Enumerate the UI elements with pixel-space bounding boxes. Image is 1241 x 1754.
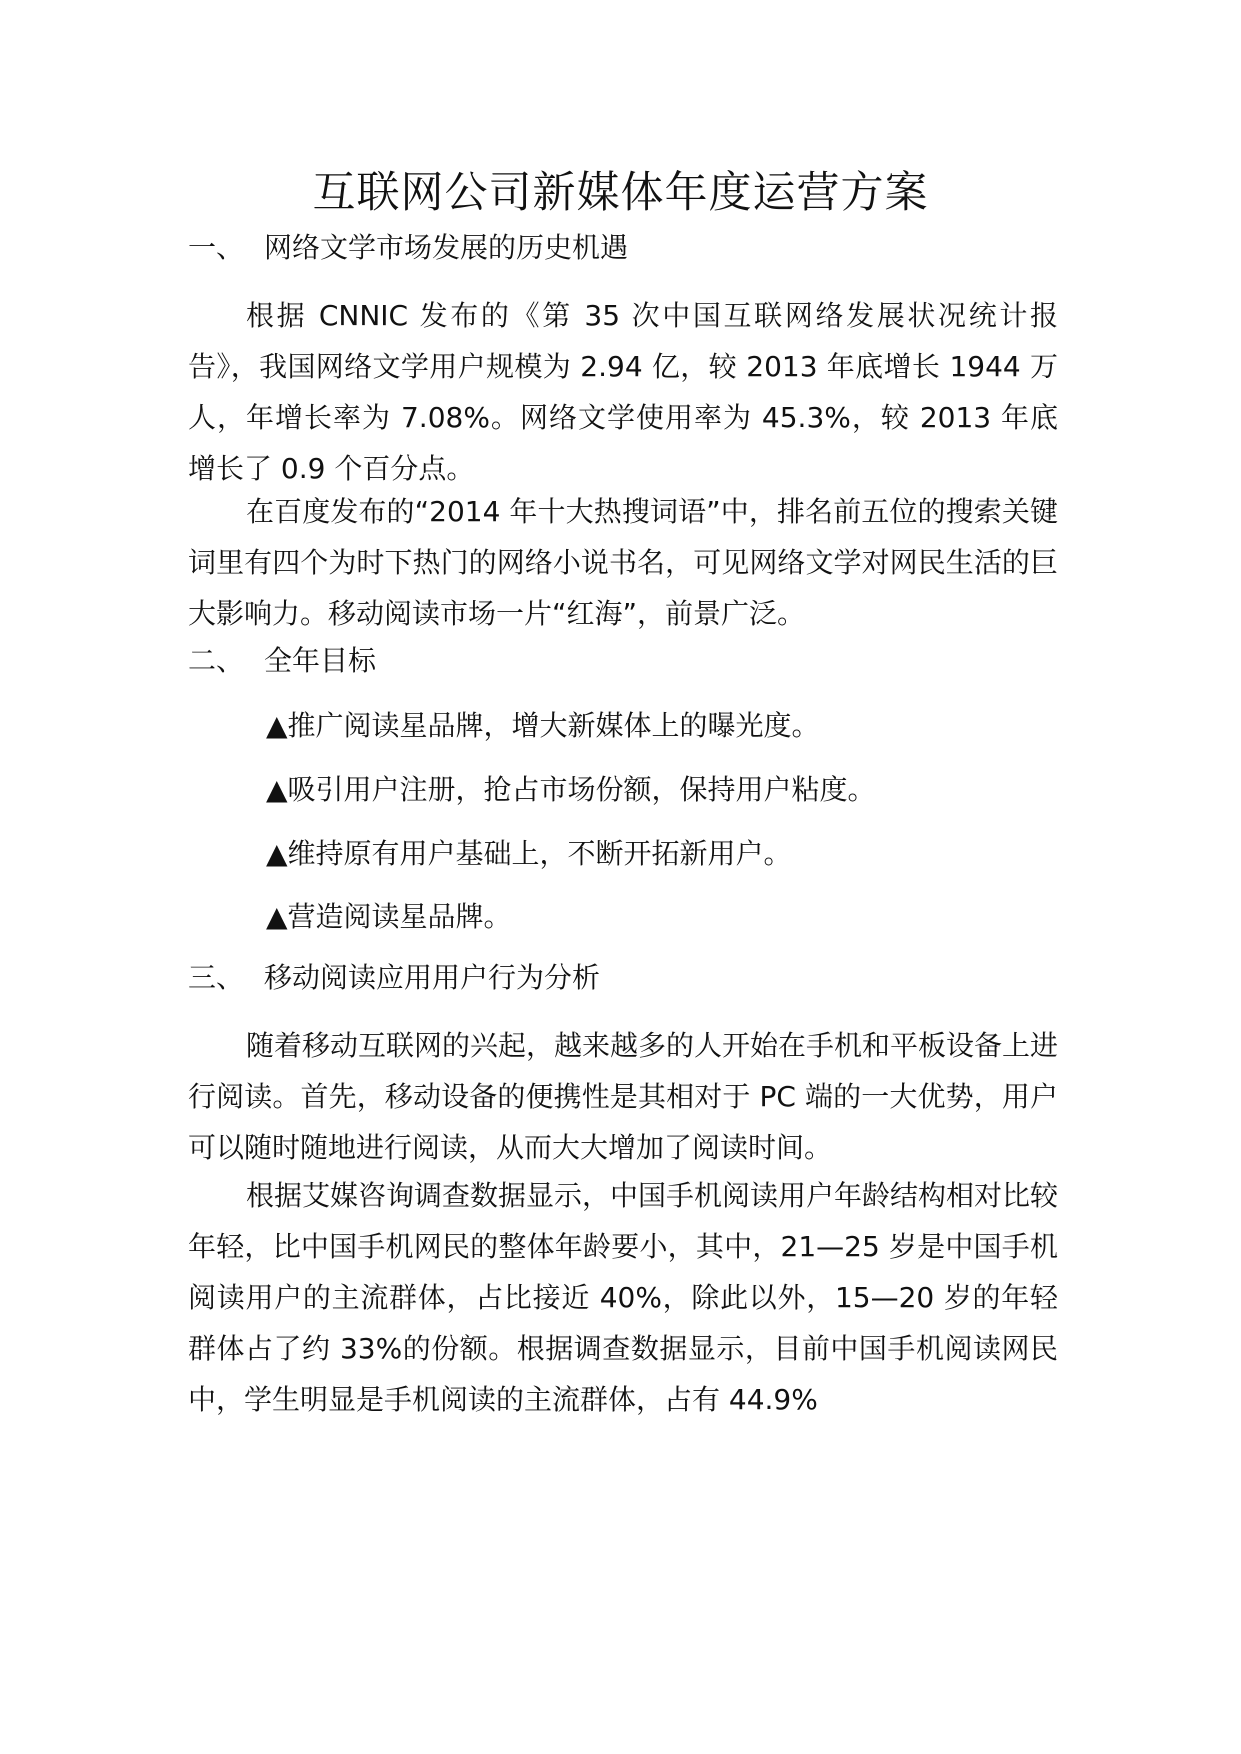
section-heading-2 [188, 643, 376, 679]
paragraph: 随着移动互联网的兴起，越来越多的人开始在手机和平板设备上进行阅读。首先，移动设备的便携性是其相对于 PC 端的一大优势，用户可以随时随地进行阅读，从而大大增加了阅读时间。 [188, 1029, 1059, 1164]
paragraph: 在百度发布的“2014 年十大热搜词语”中，排名前五位的搜索关键词里有四个为时下热门的网络小说书名，可见网络文学对网民生活的巨大影响力。移动阅读市场一片“红海”，前景广泛。 [188, 495, 1058, 630]
goal-bullet: ▲吸引用户注册，抢占市场份额，保持用户粘度。 [266, 773, 876, 806]
paragraph: 根据艾媒咨询调查数据显示，中国手机阅读用户年龄结构相对比较年轻，比中国手机网民的整体年龄要小，其中，21—25 岁是中国手机阅读用户的主流群体，占比接近 40%，除此以外，15—20 岁的年轻群体占了约 33%的份额。根据调查数据显示，目前中国手机阅读网民中，学生明显是手机阅读的主流群体，占有 44.9% [188, 1179, 1059, 1416]
section-title: 全年目标 [264, 644, 377, 677]
section-number: 三、 [188, 961, 245, 994]
paragraph: 根据 CNNIC 发布的《第 35 次中国互联网络发展状况统计报告》，我国网络文学用户规模为 2.94 亿，较 2013 年底增长 1944 万人，年增长率为 7.08%。网络文学使用率为 45.3%，较 2013 年底增长了 0.9 个百分点。 [188, 299, 1058, 485]
section-number: 二、 [188, 644, 245, 677]
goal-bullet: ▲推广阅读星品牌，增大新媒体上的曝光度。 [266, 709, 820, 742]
section-title: 网络文学市场发展的历史机遇 [264, 231, 629, 264]
section-number: 一、 [188, 231, 245, 264]
section-title: 移动阅读应用用户行为分析 [264, 961, 601, 994]
goal-bullet: ▲营造阅读星品牌。 [266, 900, 512, 933]
document-title: 互联网公司新媒体年度运营方案 [312, 168, 929, 218]
section-heading-3 [188, 960, 600, 996]
section-heading-1 [188, 230, 628, 266]
goal-bullet: ▲维持原有用户基础上，不断开拓新用户。 [266, 837, 792, 870]
